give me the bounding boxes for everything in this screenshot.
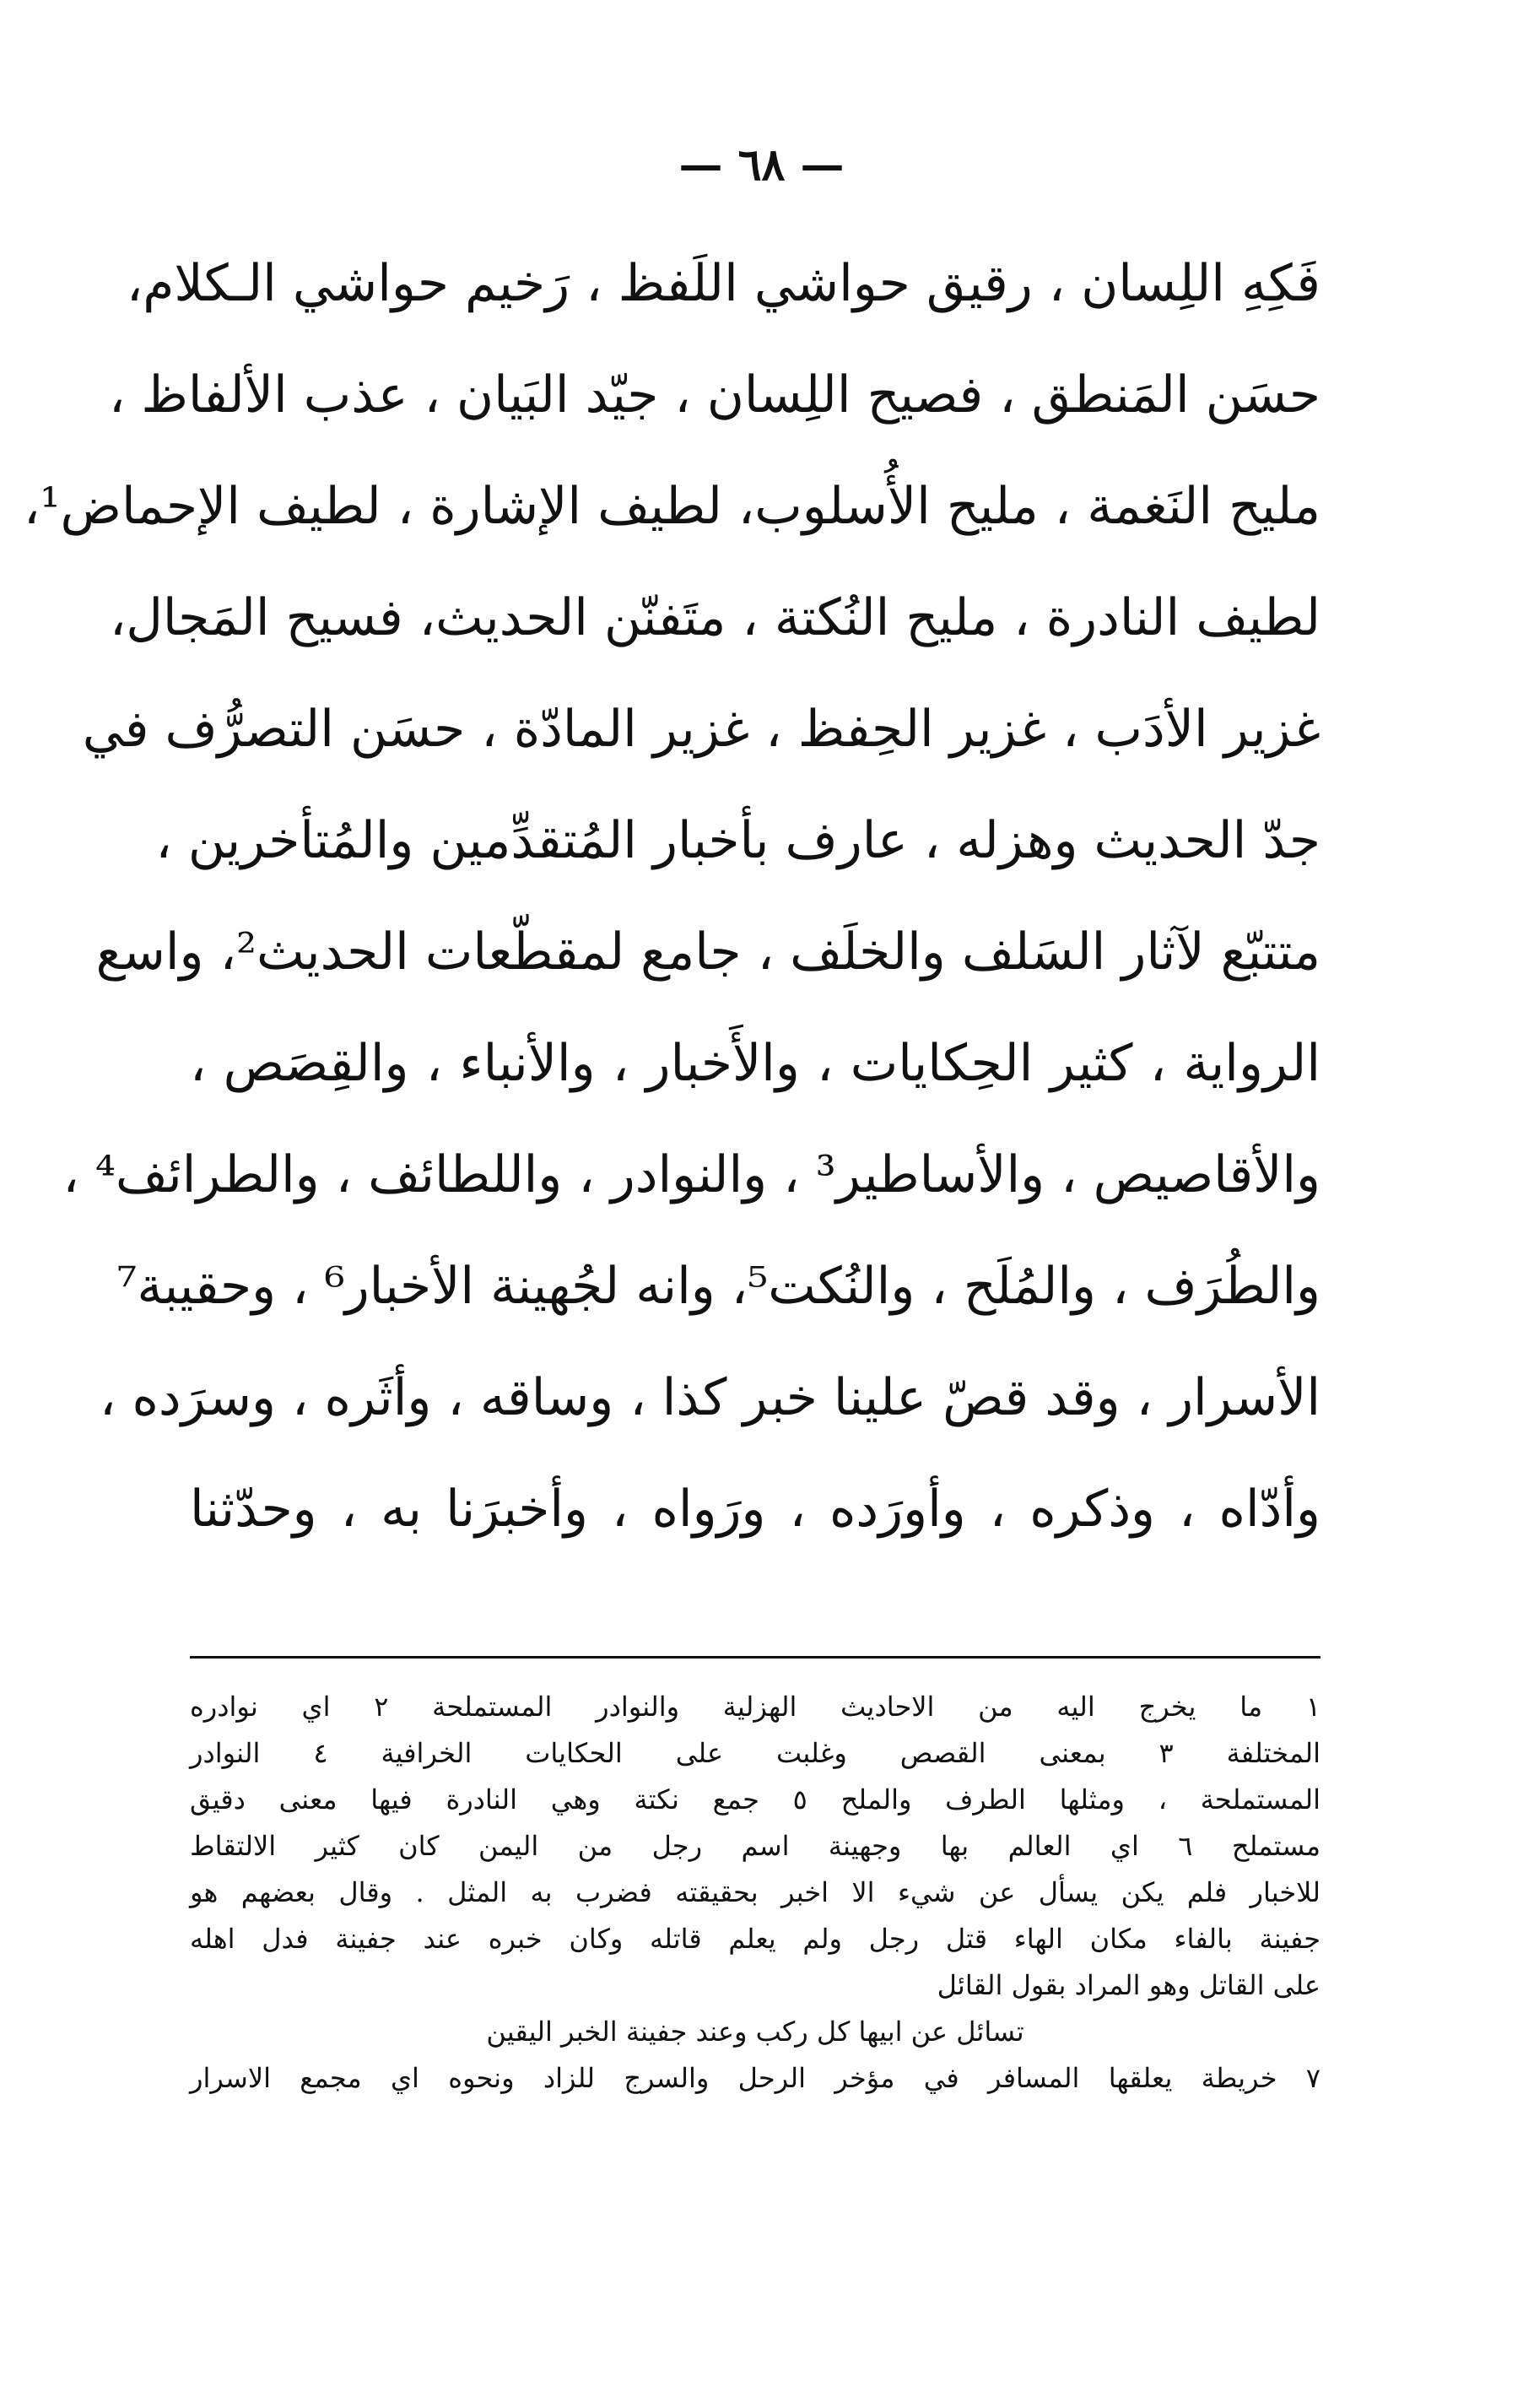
body-line: وأدّاه ، وذكره ، وأورَده ، ورَواه ، وأخبرَنا به ، وحدّثنا <box>190 1480 1320 1539</box>
body-line: لطيف النادرة ، مليح النُكتة ، متَفنّن الحديث، فسيح المَجال، <box>109 588 1320 647</box>
body-line: والطُرَف ، والمُلَح ، والنُكت⁵، وانه لجُهينة الأخبار⁶ ، وحقيبة⁷ <box>116 1257 1320 1316</box>
footnote-line: المختلفة ٣ بمعنى القصص وغلبت على الحكايات الخرافية ٤ النوادر <box>190 1737 1321 1769</box>
footnote-line: ٧ خريطة يعلقها المسافر في مؤخر الرحل والسرج للزاد ونحوه اي مجمع الاسرار <box>190 2062 1320 2094</box>
footnote-line: جفينة بالفاء مكان الهاء قتل رجل ولم يعلم قاتله وكان خبره عند جفينة فدل اهله <box>190 1923 1320 1955</box>
body-line: غزير الأدَب ، غزير الحِفظ ، غزير المادّة ، حسَن التصرُّف في <box>82 700 1320 759</box>
footnote-line: المستملحة ، ومثلها الطرف والملح ٥ جمع نكتة وهي النادرة فيها معنى دقيق <box>190 1783 1321 1815</box>
footnote-line: مستملح ٦ اي العالم بها وجهينة اسم رجل من اليمن كان كثير الالتقاط <box>190 1830 1321 1862</box>
footnote-line: على القاتل وهو المراد بقول القائل <box>937 1969 1320 2001</box>
footnote-divider <box>190 1656 1320 1659</box>
body-line: متتبّع لآثار السَلف والخلَف ، جامع لمقطّعات الحديث²، واسع <box>95 923 1320 982</box>
body-text <box>24 228 1320 1565</box>
body-line: جدّ الحديث وهزله ، عارف بأخبار المُتقدِّمين والمُتأخرين ، <box>155 811 1320 870</box>
body-line: فَكِهِ اللِسان ، رقيق حواشي اللَفظ ، رَخيم حواشي الـكلام، <box>126 254 1320 313</box>
body-line: والأقاصيص ، والأساطير³ ، والنوادر ، واللطائف ، والطرائف⁴ ، <box>62 1145 1320 1204</box>
body-line: حسَن المَنطق ، فصيح اللِسان ، جيّد البَيان ، عذب الألفاظ ، <box>108 365 1320 425</box>
page-number: — ٦٨ — <box>678 139 845 191</box>
body-line: الرواية ، كثير الحِكايات ، والأَخبار ، والأنباء ، والقِصَص ، <box>190 1034 1320 1093</box>
footnote-line: للاخبار فلم يكن يسأل عن شيء الا اخبر بحقيقته فضرب به المثل . وقال بعضهم هو <box>190 1876 1321 1908</box>
footnotes <box>190 1684 1320 2102</box>
footnote-line: ١ ما يخرج اليه من الاحاديث الهزلية والنوادر المستملحة ٢ اي نوادره <box>190 1691 1321 1723</box>
body-line: مليح النَغمة ، مليح الأُسلوب، لطيف الإشارة ، لطيف الإحماض¹، <box>24 477 1320 536</box>
body-line: الأسرار ، وقد قصّ علينا خبر كذا ، وساقه ، وأثَره ، وسرَده ، <box>100 1368 1320 1427</box>
footnote-verse: تسائل عن ابيها كل ركب وعند جفينة الخبر اليقين <box>486 2016 1024 2048</box>
